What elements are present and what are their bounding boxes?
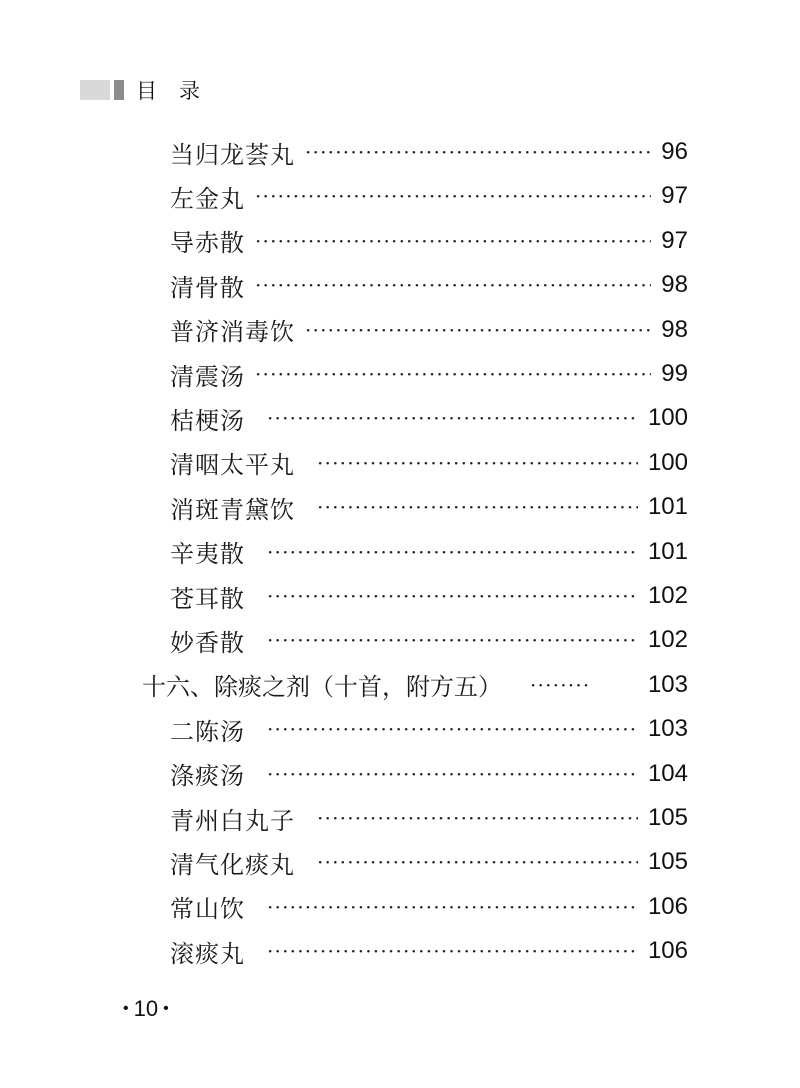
toc-entry-page: 106 xyxy=(647,892,688,920)
toc-entry xyxy=(0,752,800,796)
toc-leader-dots xyxy=(317,796,638,840)
toc-entry xyxy=(0,840,800,884)
toc-entry-page: 101 xyxy=(647,537,688,565)
toc-entry-title: 常山饮 xyxy=(170,895,245,924)
toc-entry-page: 105 xyxy=(647,848,688,876)
toc-entry-title: 清气化痰丸 xyxy=(170,850,295,879)
toc-entry-page: 106 xyxy=(647,937,688,965)
toc-entry-page: 102 xyxy=(647,582,688,609)
toc-entry xyxy=(0,929,800,973)
toc-entry xyxy=(0,263,800,307)
toc-entry-page: 96 xyxy=(661,138,688,165)
toc-entry-page: 103 xyxy=(647,670,688,698)
header-title: 目录 xyxy=(136,79,222,103)
toc-entry-page: 104 xyxy=(647,759,688,787)
toc-leader-dots xyxy=(267,396,638,440)
toc-entry-page: 101 xyxy=(647,493,688,521)
toc-leader-dots xyxy=(267,929,638,973)
toc-entry-page: 98 xyxy=(661,315,688,343)
toc-entry xyxy=(0,441,800,485)
toc-entry-title: 涤痰汤 xyxy=(170,762,245,791)
running-header xyxy=(80,78,222,102)
toc-leader-dots xyxy=(255,174,651,218)
toc-entry-page: 105 xyxy=(647,804,688,831)
toc-entry-title: 青州白丸子 xyxy=(170,806,295,835)
footer-dot-left: • xyxy=(123,1000,129,1017)
toc-entry xyxy=(0,885,800,929)
toc-entry-page: 98 xyxy=(661,271,688,299)
toc-entry-title: 消斑青黛饮 xyxy=(170,495,295,524)
toc-entry-title: 普济消毒饮 xyxy=(170,318,295,347)
toc-entry xyxy=(0,174,800,218)
toc-entry xyxy=(0,530,800,574)
toc-leader-dots xyxy=(255,219,651,263)
toc-leader-dots xyxy=(267,752,638,796)
toc-entry-title: 清震汤 xyxy=(170,362,245,391)
toc-entry-page: 97 xyxy=(661,182,688,210)
toc-section-title: 十六、除痰之剂（十首，附方五） xyxy=(142,673,502,702)
toc-entry xyxy=(0,574,800,618)
toc-entry-title: 滚痰丸 xyxy=(170,939,245,968)
toc-leader-dots xyxy=(317,441,638,485)
toc-entry-title: 二陈汤 xyxy=(170,717,245,746)
toc-leader-dots xyxy=(267,885,638,929)
toc-entry-page: 99 xyxy=(661,360,688,387)
toc-leader-dots xyxy=(267,574,638,618)
toc-entry-page: 103 xyxy=(647,715,688,743)
page-number: 10 xyxy=(133,996,159,1021)
toc-entry-title: 清咽太平丸 xyxy=(170,451,295,480)
toc-leader-dots xyxy=(267,618,638,662)
toc-entry-page: 100 xyxy=(647,448,688,476)
toc-entry xyxy=(0,130,800,174)
toc-entry-title: 妙香散 xyxy=(170,628,245,657)
toc-entry-page: 97 xyxy=(661,226,688,254)
toc-entry-title: 桔梗汤 xyxy=(170,406,245,435)
page-footer xyxy=(118,996,174,1022)
toc-leader-dots xyxy=(530,663,588,707)
toc-leader-dots xyxy=(255,352,651,396)
toc-entry xyxy=(0,796,800,840)
toc-entry xyxy=(0,219,800,263)
header-decoration-light xyxy=(80,80,110,100)
toc-leader-dots xyxy=(267,707,638,751)
toc-entry-title: 清骨散 xyxy=(170,273,245,302)
toc-entry-title: 辛夷散 xyxy=(170,540,245,569)
toc-leader-dots xyxy=(317,485,638,529)
toc-entry xyxy=(0,485,800,529)
toc-entry-title: 左金丸 xyxy=(170,184,245,213)
toc-entry xyxy=(0,308,800,352)
toc-entry-title: 当归龙荟丸 xyxy=(170,140,295,169)
toc-entry xyxy=(0,618,800,662)
toc-entry xyxy=(0,352,800,396)
toc-leader-dots xyxy=(317,840,638,884)
toc-entry-title: 苍耳散 xyxy=(170,584,245,613)
toc-leader-dots xyxy=(267,530,638,574)
toc-entry xyxy=(0,396,800,440)
toc-leader-dots xyxy=(255,263,651,307)
toc-entry-page: 100 xyxy=(647,404,688,432)
toc-entry xyxy=(0,663,800,707)
toc-entry xyxy=(0,707,800,751)
toc-leader-dots xyxy=(305,308,651,352)
header-decoration-dark xyxy=(114,80,124,100)
toc-entry-title: 导赤散 xyxy=(170,229,245,258)
toc-entry-page: 102 xyxy=(647,626,688,654)
toc-leader-dots xyxy=(305,130,651,174)
footer-dot-right: • xyxy=(163,1000,169,1017)
